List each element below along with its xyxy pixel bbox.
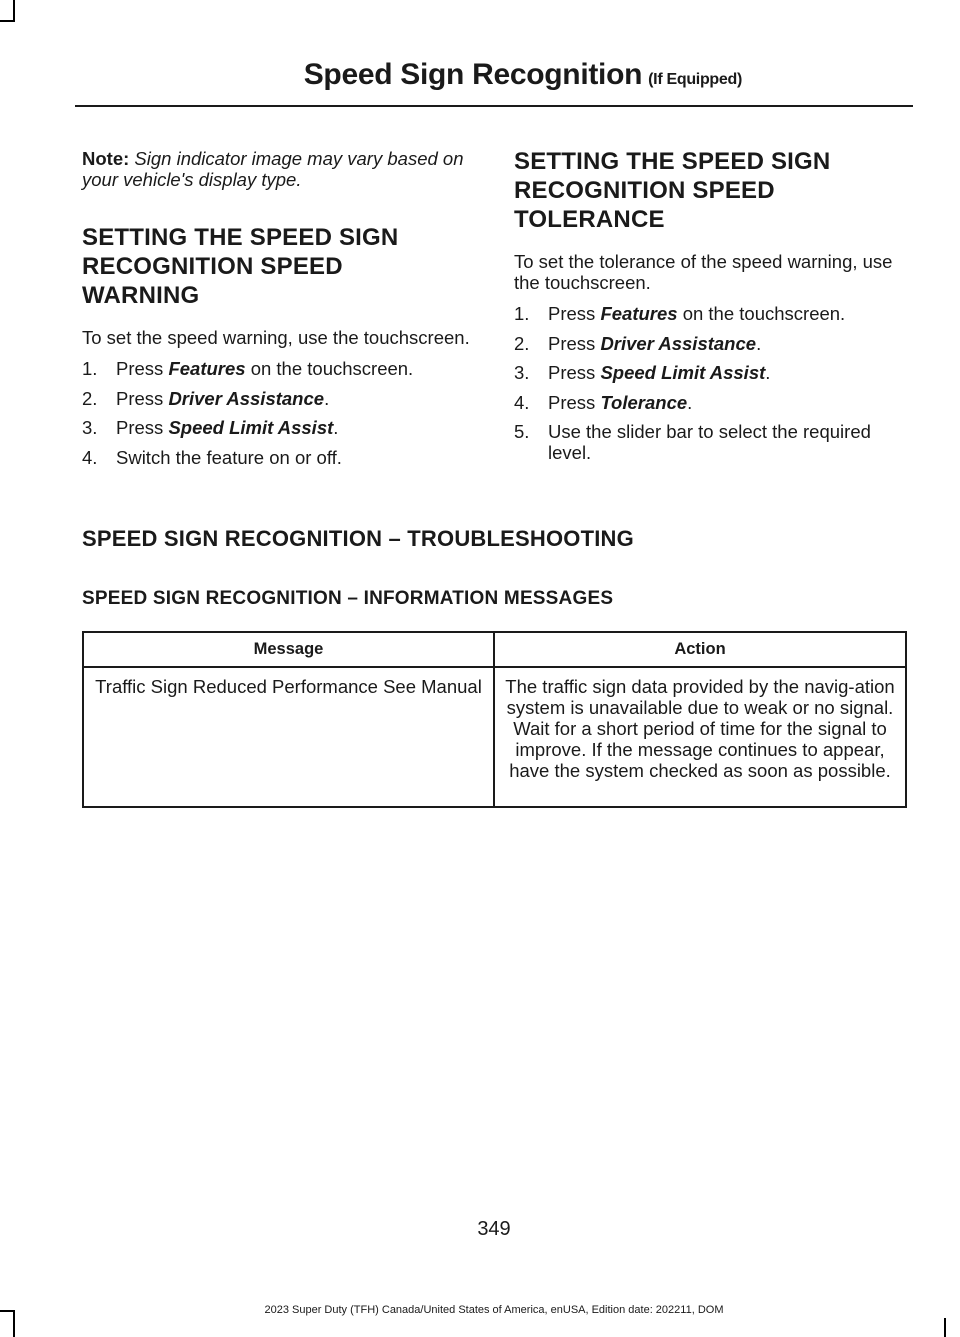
step-text: . [687,391,693,413]
step-keyword: Speed Limit Assist [600,362,766,383]
left-column [82,148,480,476]
information-messages-heading: SPEED SIGN RECOGNITION – INFORMATION MESSAGES [82,588,614,609]
step-text: . [765,362,771,383]
crop-mark [944,1318,946,1337]
header-divider [75,105,913,107]
list-item [514,421,910,463]
step-text: on the touchscreen. [677,303,846,324]
heading-line: SETTING THE SPEED SIGN [82,224,399,251]
step-number: 3. [82,417,98,438]
right-column [514,148,910,472]
list-item [514,392,910,413]
section-heading-warning [82,223,480,310]
step-text: . [756,332,762,354]
step-text: Press [548,303,601,324]
information-messages-table [82,631,907,808]
step-number: 2. [82,387,98,409]
note-paragraph [82,148,480,190]
step-number: 1. [82,358,98,379]
step-text: Press [116,358,169,379]
note-text: Sign indicator image may vary based on your vehicle's display type. [82,148,464,190]
header-subtitle: (If Equipped) [648,71,742,88]
step-text: Use the slider bar to select the required level. [548,421,871,463]
list-item [82,388,480,409]
list-item [514,303,910,324]
step-text: Press [548,362,601,383]
list-item [514,333,910,354]
steps-list [82,358,480,468]
section-heading-tolerance [514,147,910,234]
step-text: . [324,387,330,409]
step-text: Press [116,387,169,409]
step-keyword: Driver Assistance [168,387,325,409]
step-number: 1. [514,303,530,324]
troubleshooting-heading: SPEED SIGN RECOGNITION – TROUBLESHOOTING [82,526,634,551]
heading-line: TOLERANCE [514,206,665,233]
step-keyword: Driver Assistance [600,332,757,354]
note-label: Note: [82,148,130,169]
step-text: Press [548,332,601,354]
intro-text: To set the tolerance of the speed warning, use the touchscreen. [514,251,893,293]
step-number: 4. [82,446,98,468]
step-number: 5. [514,421,530,442]
step-number: 2. [514,332,530,354]
step-number: 3. [514,362,530,383]
list-item [82,417,480,438]
steps-list [514,303,910,463]
intro-text: To set the speed warning, use the touchscreen. [82,327,470,348]
table-row [83,667,906,807]
heading-line: SETTING THE SPEED SIGN [514,148,831,175]
step-text: Switch the feature on or off. [116,446,342,468]
crop-mark [13,0,15,22]
crop-mark [0,20,15,22]
step-keyword: Speed Limit Assist [168,417,334,438]
message-cell: Traffic Sign Reduced Performance See Manual [83,667,494,807]
step-keyword: Features [600,303,678,324]
list-item [514,362,910,383]
list-item [82,358,480,379]
page-header-title [304,58,742,92]
column-header-message: Message [83,632,494,667]
table-header-row [83,632,906,667]
step-text: Press [548,391,601,413]
column-header-action: Action [494,632,906,667]
list-item [82,447,480,468]
heading-line: RECOGNITION SPEED [514,177,775,204]
step-text: on the touchscreen. [245,358,414,379]
heading-line: WARNING [82,282,200,309]
action-cell: The traffic sign data provided by the navig-ation system is unavailable due to weak or no signal. Wait for a short period of time for the signal to improve. If the message continues to appear, have the system checked as soon as possible. [494,667,906,807]
step-text: . [333,417,339,438]
step-keyword: Tolerance [600,391,688,413]
step-text: Press [116,417,169,438]
page-footer: 2023 Super Duty (TFH) Canada/United States of America, enUSA, Edition date: 202211, DOM [264,1304,724,1316]
step-number: 4. [514,391,530,413]
step-keyword: Features [168,358,246,379]
page-number: 349 [477,1218,511,1240]
header-title-text: Speed Sign Recognition [303,58,643,91]
heading-line: RECOGNITION SPEED [82,253,343,280]
